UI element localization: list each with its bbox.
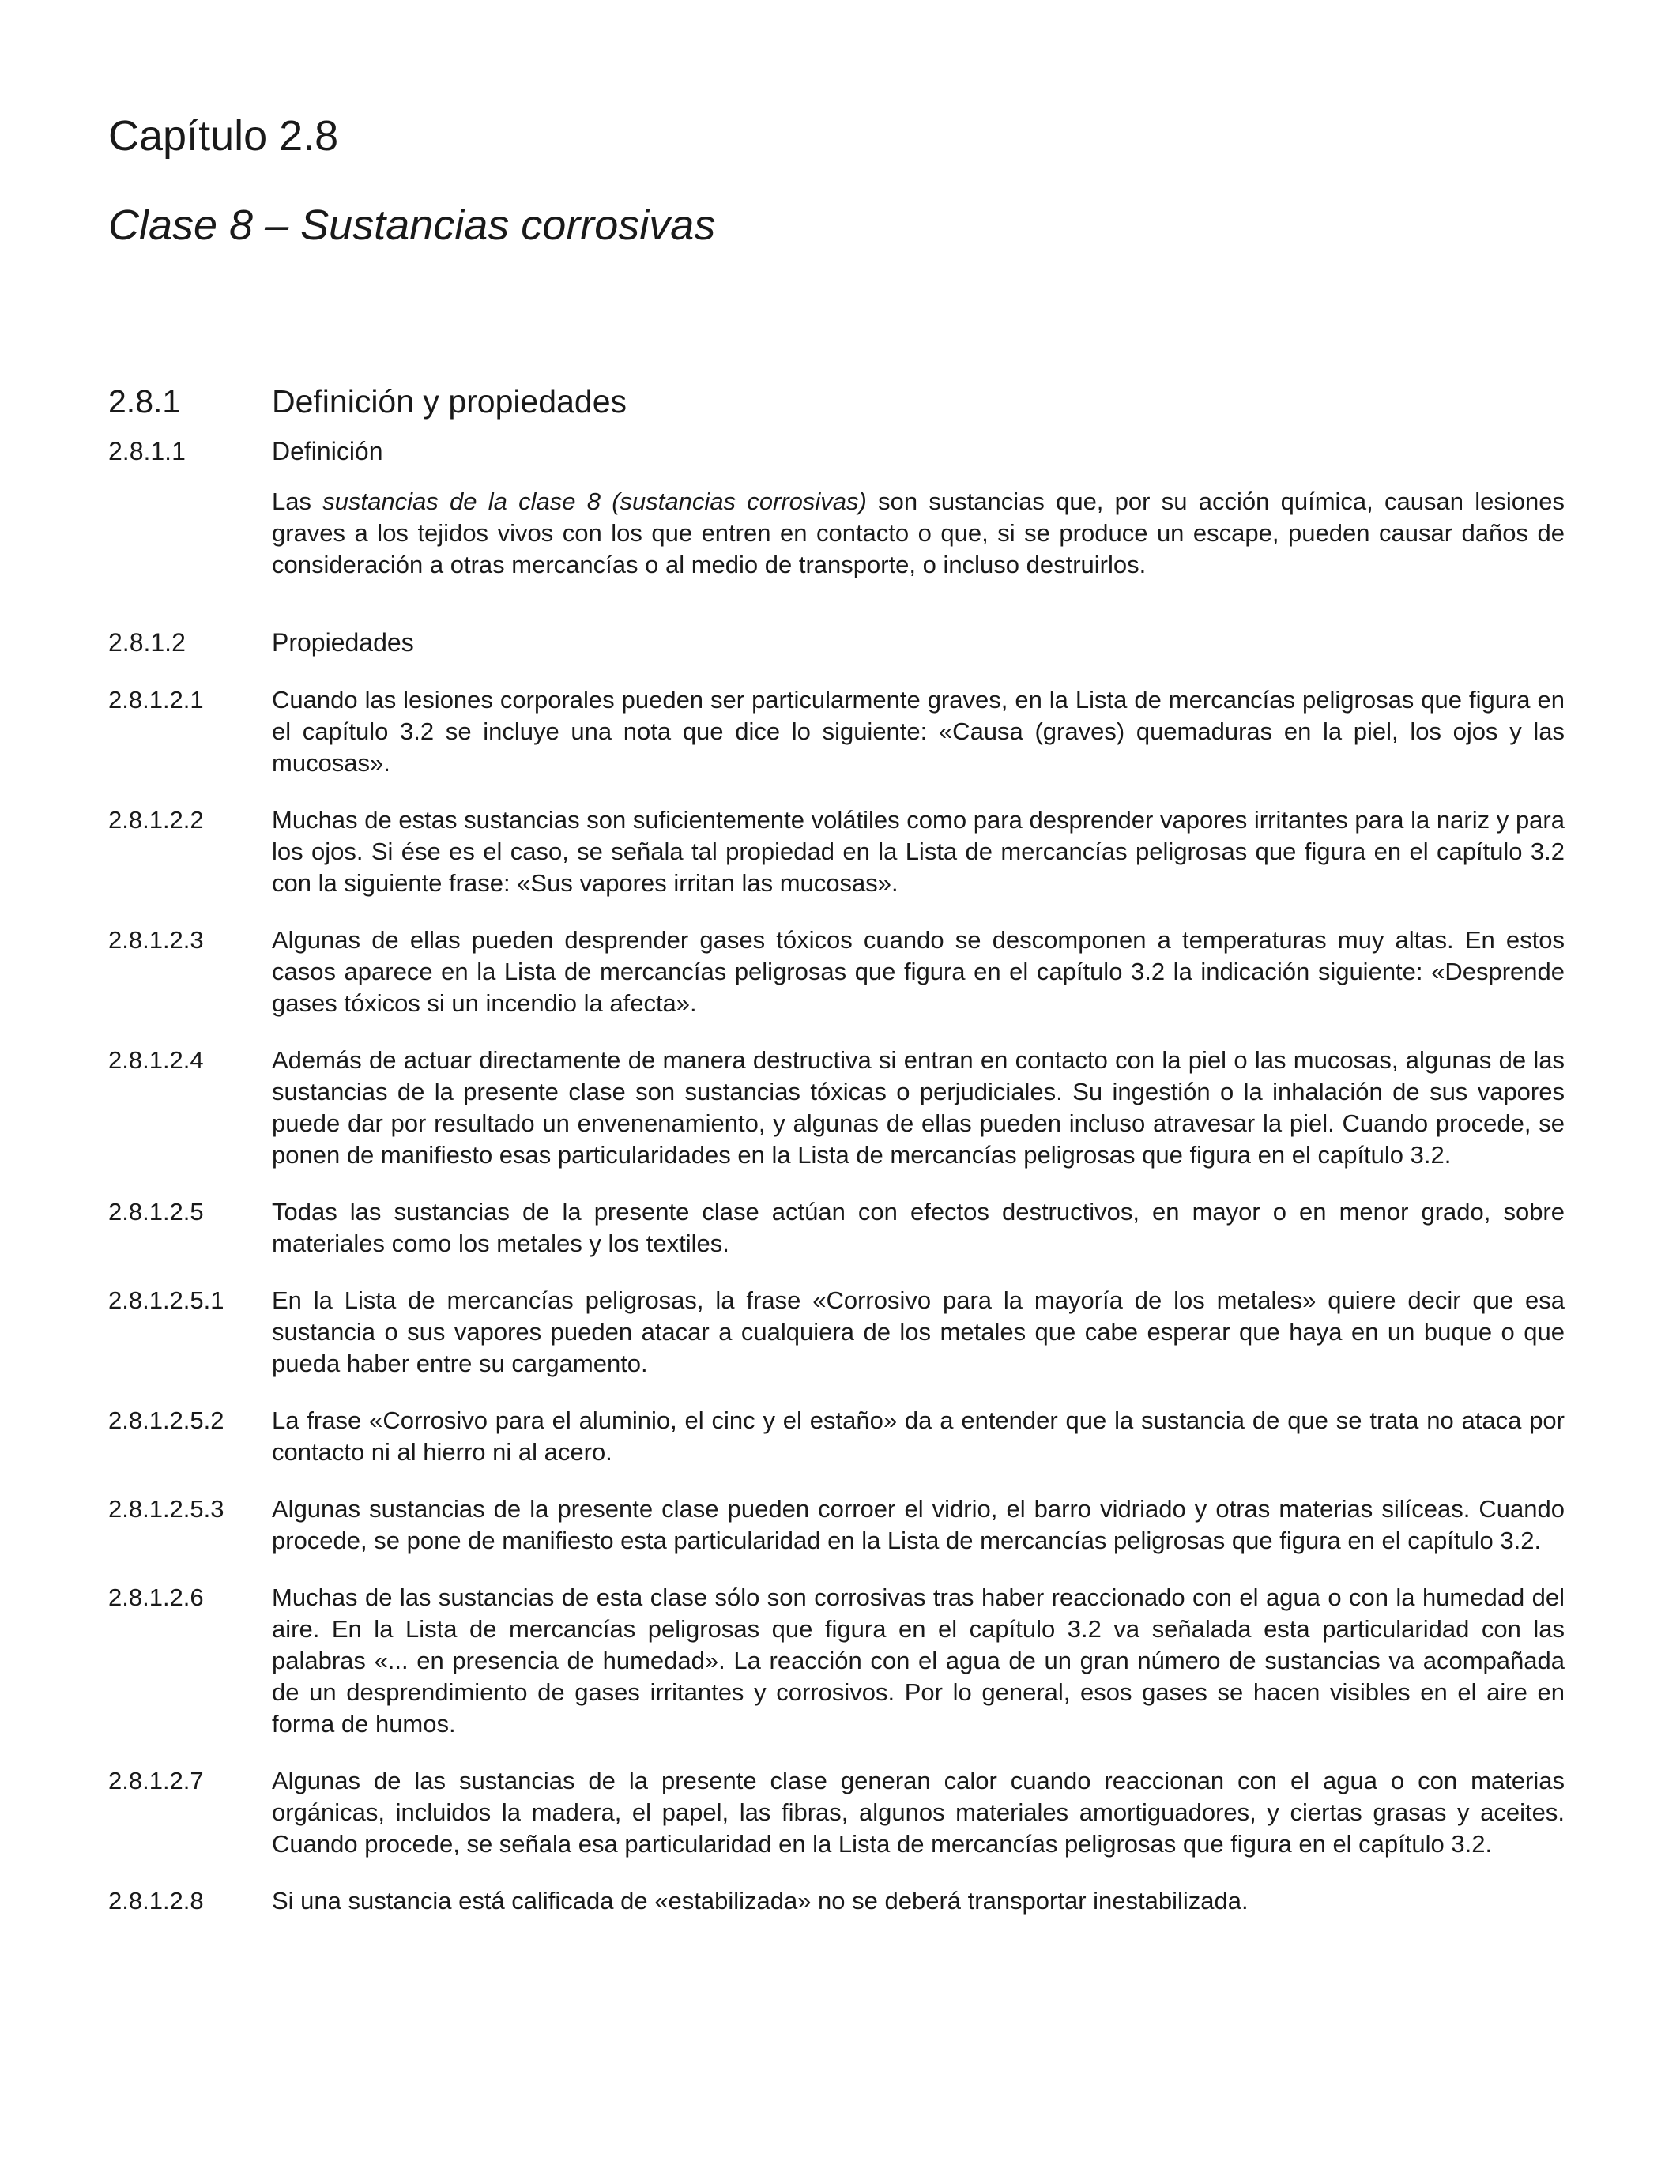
paragraph-number: 2.8.1.2.7 [108, 1767, 204, 1794]
subsection-heading-properties [108, 626, 1565, 659]
paragraph-text: Si una sustancia está calificada de «estabilizada» no se deberá transportar inestabilizada. [272, 1887, 1249, 1915]
paragraph-number: 2.8.1.2.6 [108, 1583, 204, 1611]
paragraph [108, 804, 1565, 899]
paragraph-text: Algunas de ellas pueden desprender gases tóxicos cuando se descomponen a temperaturas muy altas. En estos casos aparece en la Lista de mercancías peligrosas que figura en el capítulo 3.2 la indicación siguiente: «Desprende gases tóxicos si un incendio la afecta». [272, 926, 1565, 1017]
definition-text-end: son sustancias que, por su acción química, causan lesiones graves a los tejidos vivos con los que entren en contacto o que, si se produce un escape, pueden causar daños de consideración a otras mercancías o al medio de transporte, o incluso destruirlos. [272, 488, 1565, 578]
document-body [108, 380, 1565, 1917]
section-heading [108, 380, 1565, 423]
paragraph-text: En la Lista de mercancías peligrosas, la frase «Corrosivo para la mayoría de los metales» quiere decir que esa sustancia o sus vapores pueden atacar a cualquiera de los metales que cabe esperar que haya en un buque o que pueda haber entre su cargamento. [272, 1286, 1565, 1377]
paragraph-text: Algunas de las sustancias de la presente clase generan calor cuando reaccionan con el agua o con materias orgánicas, incluidos la madera, el papel, las fibras, algunos materiales amortiguadores, y ciertas grasas y aceites. Cuando procede, se señala esa particularidad en la Lista de mercancías peligrosas que figura en el capítulo 3.2. [272, 1767, 1565, 1858]
paragraph-text: Además de actuar directamente de manera destructiva si entran en contacto con la piel o las mucosas, algunas de las sustancias de la presente clase son sustancias tóxicas o perjudiciales. Su ingestión o la inhalación de sus vapores puede dar por resultado un envenenamiento, y algunas de ellas pueden incluso atravesar la piel. Cuando procede, se ponen de manifiesto esas particularidades en la Lista de mercancías peligrosas que figura en el capítulo 3.2. [272, 1046, 1565, 1169]
paragraph-text: La frase «Corrosivo para el aluminio, el cinc y el estaño» da a entender que la sustancia de que se trata no ataca por contacto ni al hierro ni al acero. [272, 1406, 1565, 1466]
chapter-subtitle: Clase 8 – Sustancias corrosivas [108, 201, 716, 249]
paragraph-number: 2.8.1.2.1 [108, 686, 204, 714]
paragraph [108, 1405, 1565, 1468]
section-title: Definición y propiedades [272, 383, 627, 420]
definition-text-start: Las [272, 488, 323, 515]
paragraph-number: 2.8.1.2.3 [108, 926, 204, 954]
paragraph-number: 2.8.1.2.2 [108, 806, 204, 834]
paragraph-text: Muchas de las sustancias de esta clase sólo son corrosivas tras haber reaccionado con el agua o con la humedad del aire. En la Lista de mercancías peligrosas que figura en el capítulo 3.2 va señalada esta particularidad con las palabras «... en presencia de humedad». La reacción con el agua de un gran número de sustancias va acompañada de un desprendimiento de gases irritantes y corrosivos. Por lo general, esos gases se hacen visibles en el aire en forma de humos. [272, 1583, 1565, 1738]
paragraph-text: Cuando las lesiones corporales pueden ser particularmente graves, en la Lista de mercancías peligrosas que figura en el capítulo 3.2 se incluye una nota que dice lo siguiente: «Causa (graves) quemaduras en la piel, los ojos y las mucosas». [272, 686, 1565, 777]
paragraph-number: 2.8.1.2.8 [108, 1887, 204, 1915]
paragraph [108, 1045, 1565, 1171]
paragraph [108, 1765, 1565, 1860]
paragraph [108, 1196, 1565, 1260]
paragraph [108, 1582, 1565, 1740]
definition-text [272, 486, 1565, 581]
paragraph-number: 2.8.1.2.5.2 [108, 1406, 224, 1434]
paragraph-text: Algunas sustancias de la presente clase pueden corroer el vidrio, el barro vidriado y otras materias silíceas. Cuando procede, se pone de manifiesto esta particularidad en la Lista de mercancías peligrosas que figura en el capítulo 3.2. [272, 1495, 1565, 1554]
definition-term: sustancias de la clase 8 (sustancias corrosivas) [322, 488, 867, 515]
paragraph [108, 924, 1565, 1019]
subsection-title: Definición [272, 437, 383, 465]
paragraph [108, 1285, 1565, 1380]
paragraph-number: 2.8.1.2.4 [108, 1046, 204, 1074]
paragraph-text: Todas las sustancias de la presente clase actúan con efectos destructivos, en mayor o en menor grado, sobre materiales como los metales y los textiles. [272, 1198, 1565, 1257]
paragraph [108, 1493, 1565, 1557]
paragraph-text: Muchas de estas sustancias son suficientemente volátiles como para desprender vapores irritantes para la nariz y para los ojos. Si ése es el caso, se señala tal propiedad en la Lista de mercancías peligrosas que figura en el capítulo 3.2 con la siguiente frase: «Sus vapores irritan las mucosas». [272, 806, 1565, 897]
subsection-heading-definition [108, 435, 1565, 468]
property-paragraphs [108, 684, 1565, 1917]
section-number: 2.8.1 [108, 383, 181, 420]
paragraph [108, 1885, 1565, 1917]
subsection-title: Propiedades [272, 628, 414, 657]
subsection-number: 2.8.1.1 [108, 437, 186, 465]
paragraph-number: 2.8.1.2.5.1 [108, 1286, 224, 1314]
paragraph-number: 2.8.1.2.5.3 [108, 1495, 224, 1523]
subsection-number: 2.8.1.2 [108, 628, 186, 657]
chapter-label: Capítulo 2.8 [108, 112, 339, 160]
paragraph [108, 684, 1565, 779]
paragraph-number: 2.8.1.2.5 [108, 1198, 204, 1226]
definition-paragraph [108, 486, 1565, 581]
